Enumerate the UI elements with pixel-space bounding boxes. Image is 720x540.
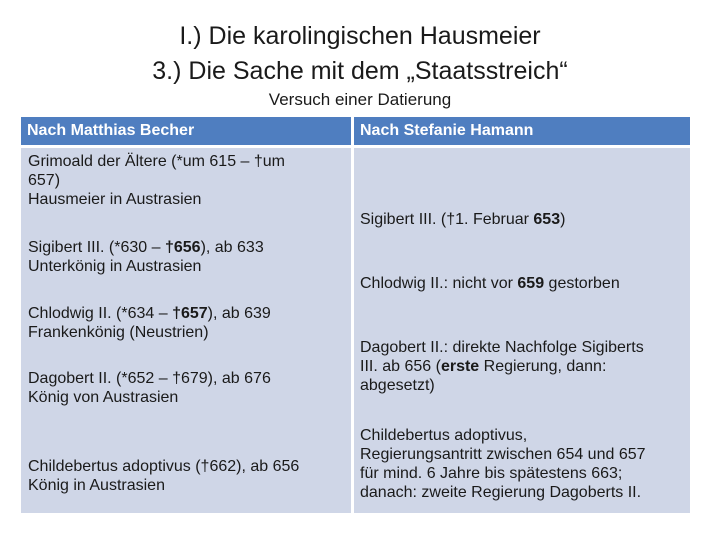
slide-subtitle: Versuch einer Datierung bbox=[268, 90, 452, 109]
entry-line: Grimoald der Ältere (*um 615 – †um bbox=[28, 153, 285, 170]
header-becher: Nach Matthias Becher bbox=[21, 117, 351, 145]
header-hamann: Nach Stefanie Hamann bbox=[354, 117, 690, 145]
becher-grimoald-entry bbox=[28, 152, 346, 209]
becher-chlodwig-entry bbox=[28, 304, 346, 342]
entry-line: Regierungsantritt zwischen 654 und 657 bbox=[360, 446, 646, 463]
entry-line: III. ab 656 (erste Regierung, dann: bbox=[360, 358, 607, 375]
entry-line: Hausmeier in Austrasien bbox=[28, 191, 202, 208]
entry-line: Unterkönig in Austrasien bbox=[28, 258, 202, 275]
entry-line: danach: zweite Regierung Dagoberts II. bbox=[360, 484, 642, 501]
hamann-dagobert-entry bbox=[360, 338, 686, 395]
hamann-childebertus-entry bbox=[360, 426, 686, 502]
column-divider bbox=[351, 117, 354, 513]
entry-line: Childebertus adoptivus, bbox=[360, 427, 528, 444]
hamann-sigibert-entry bbox=[360, 210, 686, 229]
entry-line: König von Austrasien bbox=[28, 389, 179, 406]
hamann-chlodwig-entry bbox=[360, 274, 686, 293]
entry-line: Chlodwig II.: nicht vor 659 gestorben bbox=[360, 275, 620, 292]
entry-line: Sigibert III. (†1. Februar 653) bbox=[360, 211, 566, 228]
entry-line: Dagobert II.: direkte Nachfolge Sigiberts bbox=[360, 339, 644, 356]
comparison-table bbox=[21, 117, 690, 513]
entry-line: Chlodwig II. (*634 – †657), ab 639 bbox=[28, 305, 271, 322]
entry-line: abgesetzt) bbox=[360, 377, 435, 394]
entry-line: Dagobert II. (*652 – †679), ab 676 bbox=[28, 370, 271, 387]
becher-childebertus-entry bbox=[28, 457, 346, 495]
entry-line: Frankenkönig (Neustrien) bbox=[28, 324, 209, 341]
slide-title-line-1: I.) Die karolingischen Hausmeier bbox=[179, 22, 541, 50]
entry-line: Sigibert III. (*630 – †656), ab 633 bbox=[28, 239, 264, 256]
entry-line: König in Austrasien bbox=[28, 477, 165, 494]
becher-dagobert-entry bbox=[28, 369, 346, 407]
becher-sigibert-entry bbox=[28, 238, 346, 276]
entry-line: für mind. 6 Jahre bis spätestens 663; bbox=[360, 465, 623, 482]
entry-line: 657) bbox=[28, 172, 61, 189]
entry-line: Childebertus adoptivus (†662), ab 656 bbox=[28, 458, 300, 475]
header-divider bbox=[21, 145, 690, 148]
slide-title-line-2: 3.) Die Sache mit dem „Staatsstreich“ bbox=[152, 57, 568, 85]
